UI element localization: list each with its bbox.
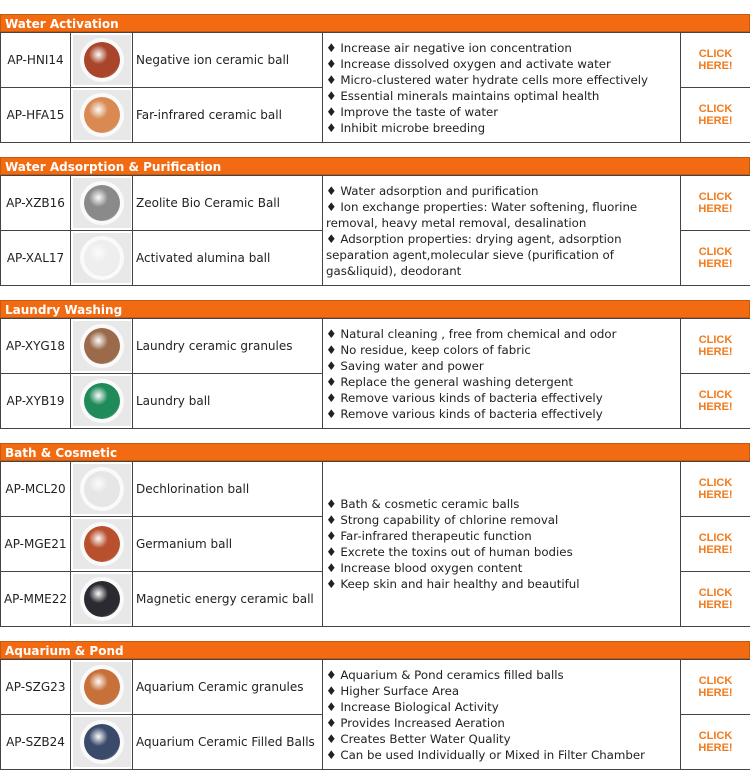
click-here-link[interactable]: CLICK HERE!: [681, 660, 750, 715]
section-0: [0, 14, 750, 143]
product-name: Germanium ball: [133, 517, 323, 572]
product-code: AP-MGE21: [1, 517, 71, 572]
feature-item: ♦ Saving water and power: [326, 358, 680, 374]
bullet-icon: ♦: [326, 732, 337, 746]
product-code: AP-SZB24: [1, 715, 71, 770]
click-here-link[interactable]: CLICK HERE!: [681, 176, 750, 231]
feature-item: ♦ Increase Biological Activity: [326, 699, 680, 715]
product-code: AP-XYG18: [1, 319, 71, 374]
feature-item: ♦ Increase air negative ion concentration: [326, 40, 680, 56]
product-name: Magnetic energy ceramic ball: [133, 572, 323, 627]
feature-item: ♦ Remove various kinds of bacteria effectively: [326, 390, 680, 406]
feature-item: ♦ Bath & cosmetic ceramic balls: [326, 496, 680, 512]
click-here-link[interactable]: CLICK HERE!: [681, 462, 750, 517]
product-name: Aquarium Ceramic granules: [133, 660, 323, 715]
product-image: [71, 319, 133, 374]
click-here-link[interactable]: CLICK HERE!: [681, 517, 750, 572]
bullet-icon: ♦: [326, 73, 337, 87]
feature-item: ♦ Strong capability of chlorine removal: [326, 512, 680, 528]
feature-item: ♦ Natural cleaning , free from chemical and odor: [326, 326, 680, 342]
click-here-link[interactable]: CLICK HERE!: [681, 715, 750, 770]
product-name: Activated alumina ball: [133, 231, 323, 286]
feature-list: [323, 33, 681, 143]
feature-item: ♦ Essential minerals maintains optimal health: [326, 88, 680, 104]
bullet-icon: ♦: [326, 105, 337, 119]
feature-item: ♦ Remove various kinds of bacteria effectively: [326, 406, 680, 422]
feature-item: ♦ Keep skin and hair healthy and beautiful: [326, 576, 680, 592]
product-code: AP-MCL20: [1, 462, 71, 517]
feature-list: [323, 462, 681, 627]
table-row: [1, 33, 750, 88]
feature-list: [323, 660, 681, 770]
feature-item: ♦ Micro-clustered water hydrate cells more effectively: [326, 72, 680, 88]
click-here-link[interactable]: CLICK HERE!: [681, 33, 750, 88]
product-image: [71, 33, 133, 88]
feature-item: ♦ Higher Surface Area: [326, 683, 680, 699]
bullet-icon: ♦: [326, 748, 337, 762]
product-table: [0, 318, 750, 429]
bullet-icon: ♦: [326, 529, 337, 543]
product-code: AP-HNI14: [1, 33, 71, 88]
section-3: [0, 443, 750, 627]
table-row: [1, 660, 750, 715]
bullet-icon: ♦: [326, 57, 337, 71]
feature-item: ♦ Provides Increased Aeration: [326, 715, 680, 731]
product-code: AP-MME22: [1, 572, 71, 627]
product-image: [71, 715, 133, 770]
product-image: [71, 462, 133, 517]
bullet-icon: ♦: [326, 41, 337, 55]
bullet-icon: ♦: [326, 497, 337, 511]
click-here-link[interactable]: CLICK HERE!: [681, 231, 750, 286]
feature-item: ♦ No residue, keep colors of fabric: [326, 342, 680, 358]
feature-item: ♦ Aquarium & Pond ceramics filled balls: [326, 667, 680, 683]
product-code: AP-XZB16: [1, 176, 71, 231]
section-header: Water Activation: [0, 14, 750, 32]
product-code: AP-XYB19: [1, 374, 71, 429]
click-here-link[interactable]: CLICK HERE!: [681, 572, 750, 627]
product-code: AP-HFA15: [1, 88, 71, 143]
bullet-icon: ♦: [326, 375, 337, 389]
product-code: AP-SZG23: [1, 660, 71, 715]
bullet-icon: ♦: [326, 200, 337, 214]
table-row: [1, 176, 750, 231]
section-4: [0, 641, 750, 770]
feature-list: [323, 176, 681, 286]
click-here-link[interactable]: CLICK HERE!: [681, 88, 750, 143]
section-header: Bath & Cosmetic: [0, 443, 750, 461]
product-image: [71, 374, 133, 429]
bullet-icon: ♦: [326, 561, 337, 575]
bullet-icon: ♦: [326, 89, 337, 103]
product-name: Negative ion ceramic ball: [133, 33, 323, 88]
feature-item: ♦ Far-infrared therapeutic function: [326, 528, 680, 544]
bullet-icon: ♦: [326, 359, 337, 373]
product-image: [71, 572, 133, 627]
product-name: Laundry ball: [133, 374, 323, 429]
product-image: [71, 231, 133, 286]
product-table: [0, 32, 750, 143]
feature-item: ♦ Replace the general washing detergent: [326, 374, 680, 390]
feature-item: ♦ Can be used Individually or Mixed in Filter Chamber: [326, 747, 680, 763]
feature-item: ♦ Creates Better Water Quality: [326, 731, 680, 747]
bullet-icon: ♦: [326, 684, 337, 698]
product-name: Laundry ceramic granules: [133, 319, 323, 374]
feature-item: ♦ Increase blood oxygen content: [326, 560, 680, 576]
bullet-icon: ♦: [326, 232, 337, 246]
feature-list: [323, 319, 681, 429]
bullet-icon: ♦: [326, 391, 337, 405]
product-name: Zeolite Bio Ceramic Ball: [133, 176, 323, 231]
bullet-icon: ♦: [326, 668, 337, 682]
feature-item: ♦ Increase dissolved oxygen and activate water: [326, 56, 680, 72]
product-table: [0, 175, 750, 286]
section-1: [0, 157, 750, 286]
bullet-icon: ♦: [326, 121, 337, 135]
bullet-icon: ♦: [326, 184, 337, 198]
section-header: Water Adsorption & Purification: [0, 157, 750, 175]
product-name: Dechlorination ball: [133, 462, 323, 517]
bullet-icon: ♦: [326, 407, 337, 421]
bullet-icon: ♦: [326, 577, 337, 591]
product-table: [0, 659, 750, 770]
bullet-icon: ♦: [326, 343, 337, 357]
table-row: [1, 462, 750, 517]
section-2: [0, 300, 750, 429]
bullet-icon: ♦: [326, 545, 337, 559]
feature-item: ♦ Adsorption properties: drying agent, adsorption separation agent,molecular sieve (purification of gas&liquid), deodorant: [326, 231, 680, 279]
product-image: [71, 660, 133, 715]
section-header: Aquarium & Pond: [0, 641, 750, 659]
click-here-link[interactable]: CLICK HERE!: [681, 319, 750, 374]
bullet-icon: ♦: [326, 716, 337, 730]
feature-item: ♦ Ion exchange properties: Water softening, fluorine removal, heavy metal removal, desalination: [326, 199, 680, 231]
feature-item: ♦ Improve the taste of water: [326, 104, 680, 120]
product-image: [71, 176, 133, 231]
product-name: Aquarium Ceramic Filled Balls: [133, 715, 323, 770]
product-image: [71, 88, 133, 143]
section-header: Laundry Washing: [0, 300, 750, 318]
feature-item: ♦ Inhibit microbe breeding: [326, 120, 680, 136]
click-here-link[interactable]: CLICK HERE!: [681, 374, 750, 429]
feature-item: ♦ Excrete the toxins out of human bodies: [326, 544, 680, 560]
product-image: [71, 517, 133, 572]
bullet-icon: ♦: [326, 700, 337, 714]
bullet-icon: ♦: [326, 327, 337, 341]
feature-item: ♦ Water adsorption and purification: [326, 183, 680, 199]
product-code: AP-XAL17: [1, 231, 71, 286]
product-table: [0, 461, 750, 627]
table-row: [1, 319, 750, 374]
bullet-icon: ♦: [326, 513, 337, 527]
product-name: Far-infrared ceramic ball: [133, 88, 323, 143]
